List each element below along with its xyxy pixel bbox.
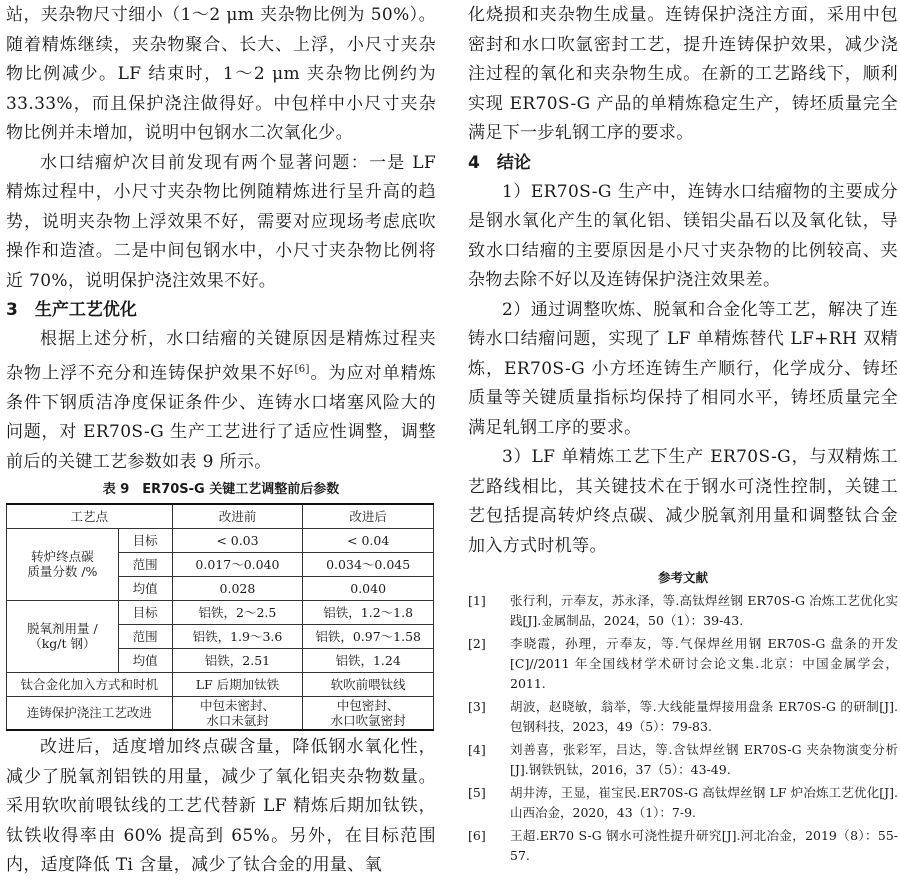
citation-6[interactable]: [6] [294,363,310,375]
reference-number: [5] [468,785,486,800]
paragraph-nozzle-problems: 水口结瘤炉次目前发现有两个显著问题：一是 LF 精炼过程中，小尺寸夹杂物比例随精炼进行呈升高的趋势，说明夹杂物上浮效果不好，需要对应现场考虑底吹操作和造渣。二是中间包钢水中，小尺寸夹杂物比例将近 70%，说明保护浇注效果不好。 [6,152,436,291]
reference-text: 李晓霞，孙理，亓奉友，等.气保焊丝用钢 ER70S-G 盘条的开发[C]//2011 年全国线材学术研讨会论文集.北京：中国金属学会，2011. [510,636,898,691]
table-cell: 目标 [118,600,172,624]
conclusion-3: 3）LF 单精炼工艺下生产 ER70S-G，与双精炼工艺路线相比，其关键技术在于钢水可浇性控制，关键工艺包括提高转炉终点碳、减少脱氧剂用量和调整钛合金加入方式时机等。 [468,447,898,556]
section-heading-conclusion: 4 结论 [468,152,531,173]
reference-text: 胡波，赵晓敏，翁举，等.大线能量焊接用盘条 ER70S-G 的研制[J].包钢科技，2023，49（5）：79-83. [510,699,898,734]
paragraph-text: 根据上述分析，水口结瘤的关键原因是精炼过程夹杂物上浮不充分和连铸保护效果不好 [6,329,436,384]
right-column [468,0,898,869]
reference-text: 刘善喜，张彩军，吕达，等.含钛焊丝钢 ER70S-G 夹杂物演变分析[J].钢铁钒钛，2016，37（5）：43-49. [510,742,898,777]
table-cell: LF 后期加钛铁 [172,672,303,696]
table-cell: 铝铁，0.97～1.58 [303,624,434,648]
table-cell: 铝铁，1.2～1.8 [303,600,434,624]
table-row [7,528,434,552]
header-process-point: 工艺点 [7,504,173,528]
reference-number: [6] [468,828,486,843]
table-cell: 钛合金化加入方式和时机 [7,672,173,696]
reference-item [468,826,898,866]
reference-text: 胡井涛，王显，崔宝民.ER70S-G 高钛焊丝钢 LF 炉冶炼工艺优化[J].山西冶金，2020，43（1）：7-9. [510,785,898,820]
table-cell: 0.034～0.045 [303,552,434,576]
paragraph-process-adjustment [6,325,436,477]
process-parameter-table [6,503,434,731]
references-title: 参考文献 [657,570,708,585]
section-heading-process-optimization: 3 生产工艺优化 [6,300,137,320]
table-cell: < 0.04 [303,528,434,552]
table-cell: 中包密封、 水口吹氩密封 [303,696,434,730]
table-row [7,672,434,696]
table-header-row [7,504,434,528]
table-cell: 0.017～0.040 [172,552,303,576]
reference-item [468,740,898,780]
reference-number: [1] [468,593,486,608]
group-label-carbon: 转炉终点碳 质量分数 /% [7,528,119,600]
paragraph-improvement-results: 改进后，适度增加终点碳含量，降低钢水氧化性，减少了脱氧剂铝铁的用量，减少了氧化铝夹杂物数量。采用软吹前喂钛线的工艺代替新 LF 精炼后期加钛铁，钛铁收得率由 60% 提高到 65%。另外，在目标范围内，适度降低 Ti 含量，减少了钛合金的用量、氧 [6,737,436,876]
table-cell: 铝铁，1.24 [303,648,434,672]
reference-list [468,591,898,866]
table-cell: 软吹前喂钛线 [303,672,434,696]
table-cell: 连铸保护浇注工艺改进 [7,696,173,730]
paragraph-inclusion-trend: 站，夹杂物尺寸细小（1～2 μm 夹杂物比例为 50%）。随着精炼继续，夹杂物聚合、长大、上浮，小尺寸夹杂物比例减少。LF 结束时，1～2 μm 夹杂物比例约为 33.33%，而且保护浇注做得好。中包样中小尺寸夹杂物比例并未增加，说明中包钢水二次氧化少。 [6,5,436,143]
table-cell: 0.028 [172,576,303,600]
table-cell: 0.040 [303,576,434,600]
table-cell: 铝铁，2～2.5 [172,600,303,624]
table-cell: 中包未密封、 水口未氩封 [172,696,303,730]
reference-number: [3] [468,699,486,714]
reference-item [468,634,898,694]
left-column [6,0,436,881]
reference-number: [2] [468,636,486,651]
conclusion-1: 1）ER70S-G 生产中，连铸水口结瘤物的主要成分是钢水氧化产生的氧化铝、镁铝尖晶石以及氧化钛，导致水口结瘤的主要原因是小尺寸夹杂物的比例较高、夹杂物去除不好以及连铸保护浇注效果差。 [468,181,898,290]
paragraph-continuous-casting: 化烧损和夹杂物生成量。连铸保护浇注方面，采用中包密封和水口吹氩密封工艺，提升连铸保护效果，减少浇注过程的氧化和夹杂物生成。在新的工艺路线下，顺利实现 ER70S-G 产品的单精炼稳定生产，铸坯质量完全满足下一步轧钢工序的要求。 [468,5,898,143]
table-cell: 范围 [118,624,172,648]
table-cell: 目标 [118,528,172,552]
header-before: 改进前 [172,504,303,528]
table-cell: 范围 [118,552,172,576]
reference-text: 张行利，亓奉友，苏永泽，等.高钛焊丝钢 ER70S-G 冶炼工艺优化实践[J].金属制品，2024，50（1）：39-43. [510,593,898,628]
group-label-deoxidizer: 脱氧剂用量 / （kg/t 钢） [7,600,119,672]
table-cell: 均值 [118,648,172,672]
table-row [7,696,434,730]
table-cell: 均值 [118,576,172,600]
reference-number: [4] [468,742,486,757]
conclusion-2: 2）通过调整吹炼、脱氧和合金化等工艺，解决了连铸水口结瘤问题，实现了 LF 单精炼替代 LF+RH 双精炼，ER70S-G 小方坯连铸生产顺行，化学成分、铸坯质量等关键质量指标均保持了相同水平，铸坯质量完全满足轧钢工序的要求。 [468,299,898,438]
table-cell: 铝铁，2.51 [172,648,303,672]
table-row [7,600,434,624]
table-cell: 铝铁，1.9～3.6 [172,624,303,648]
table-caption: 表 9 ER70S-G 关键工艺调整前后参数 [102,482,340,498]
reference-item [468,783,898,823]
reference-item [468,591,898,631]
header-after: 改进后 [303,504,434,528]
reference-item [468,697,898,737]
reference-text: 王超.ER70 S-G 钢水可浇性提升研究[J].河北冶金，2019（8）：55-57. [510,828,898,863]
paragraph-text-continued: 。为应对单精炼条件下钢质洁净度保证条件少、连铸水口堵塞风险大的问题，对 ER70S-G 生产工艺进行了适应性调整，调整前后的关键工艺参数如表 9 所示。 [6,363,436,472]
table-cell: < 0.03 [172,528,303,552]
